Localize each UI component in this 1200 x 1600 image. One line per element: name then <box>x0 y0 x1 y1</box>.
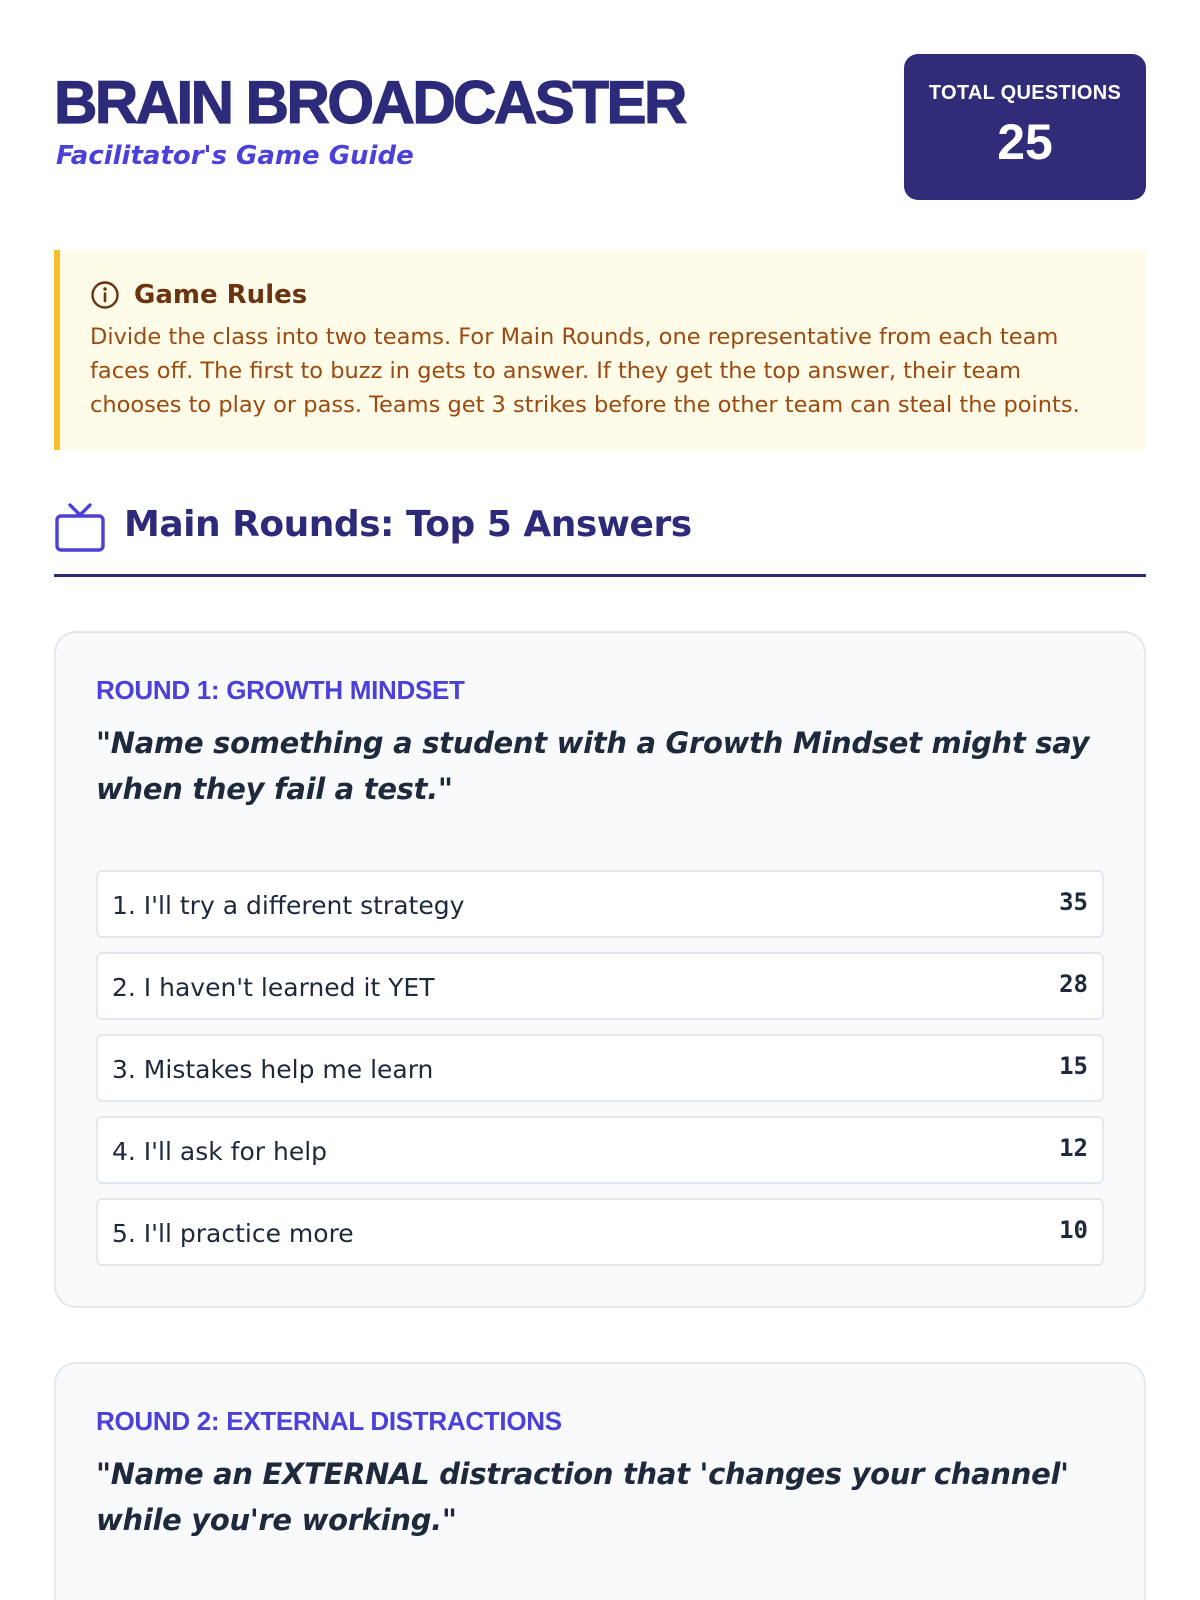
answer-list <box>96 870 1104 1266</box>
round-card <box>54 1362 1146 1600</box>
answer-points: 10 <box>1059 1216 1088 1244</box>
game-rules-title: Game Rules <box>134 280 308 310</box>
answer-text: 5. I'll practice more <box>112 1218 354 1248</box>
total-questions-badge <box>904 54 1146 200</box>
round-label: ROUND 2: EXTERNAL DISTRACTIONS <box>96 1406 562 1436</box>
round-question: "Name an EXTERNAL distraction that 'changes your channel' while you're working." <box>96 1457 1069 1537</box>
answer-row <box>96 1198 1104 1266</box>
answer-text: 1. I'll try a different strategy <box>112 890 465 920</box>
page-subtitle: Facilitator's Game Guide <box>56 141 414 171</box>
header <box>54 0 1146 250</box>
page-title: BRAIN BROADCASTER <box>54 69 685 136</box>
info-icon <box>90 280 120 310</box>
round-card <box>54 631 1146 1308</box>
tv-icon <box>54 502 106 554</box>
main-rounds-title: Main Rounds: Top 5 Answers <box>124 504 692 545</box>
answer-row <box>96 870 1104 938</box>
answer-points: 12 <box>1059 1134 1088 1162</box>
game-rules-callout <box>54 250 1146 450</box>
answer-row <box>96 1034 1104 1102</box>
answer-text: 3. Mistakes help me learn <box>112 1054 434 1084</box>
answer-row <box>96 952 1104 1020</box>
answer-text: 4. I'll ask for help <box>112 1136 328 1166</box>
total-questions-value: 25 <box>997 114 1053 170</box>
answer-points: 35 <box>1059 888 1088 916</box>
answer-text: 2. I haven't learned it YET <box>112 972 435 1002</box>
game-rules-header <box>90 280 1110 310</box>
main-rounds-heading <box>54 504 1146 577</box>
answer-points: 28 <box>1059 970 1088 998</box>
game-rules-text: Divide the class into two teams. For Main Rounds, one representative from each team faces off. The first to buzz in gets to answer. If they get the top answer, their team chooses to play or pass. Teams get 3 strikes before the other team can steal the points. <box>90 324 1080 418</box>
round-question: "Name something a student with a Growth Mindset might say when they fail a test." <box>96 726 1090 806</box>
round-label: ROUND 1: GROWTH MINDSET <box>96 675 465 705</box>
total-questions-label: TOTAL QUESTIONS <box>928 82 1122 104</box>
answer-row <box>96 1116 1104 1184</box>
answer-points: 15 <box>1059 1052 1088 1080</box>
